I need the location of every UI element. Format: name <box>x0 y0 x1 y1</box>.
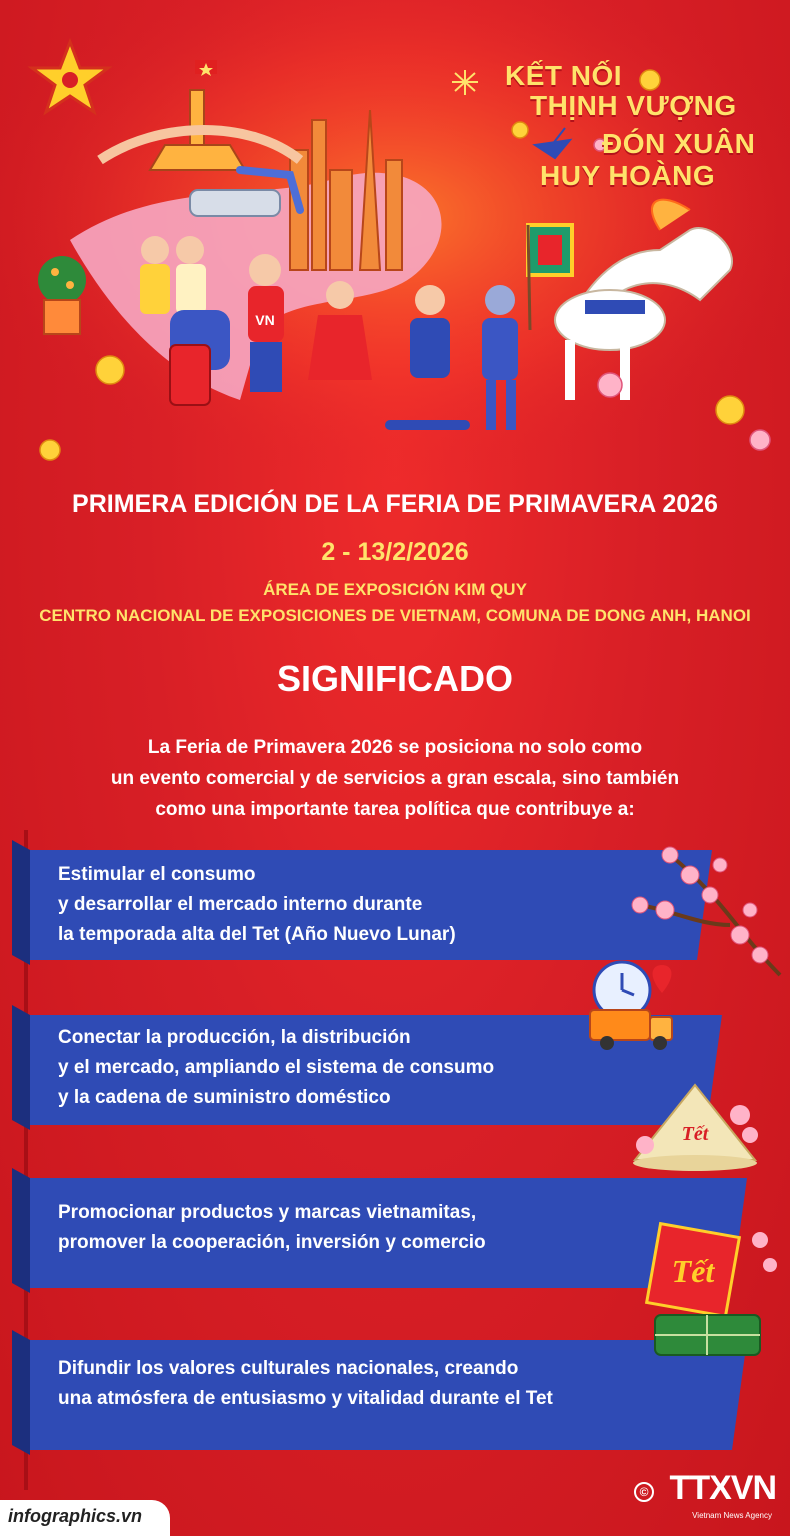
vn-shirt-badge: VN <box>255 312 275 328</box>
item-4-line-1: Difundir los valores culturales nacionales, creando <box>58 1358 519 1379</box>
site-brand-text: infographics.vn <box>8 1506 143 1526</box>
item-1-line-1: Estimular el consumo <box>58 864 256 885</box>
agency-logo-subtitle: Vietnam News Agency <box>692 1511 772 1520</box>
hero-artwork <box>0 0 790 480</box>
slogan-line-2: THỊNH VƯỢNG <box>530 90 737 121</box>
intro-line-1: La Feria de Primavera 2026 se posiciona no solo como <box>147 737 643 758</box>
fireworks <box>452 70 478 95</box>
item-2-line-1: Conectar la producción, la distribución <box>58 1027 411 1048</box>
site-brand <box>0 1500 170 1536</box>
item-3-line-1: Promocionar productos y marcas vietnamitas, <box>58 1202 477 1223</box>
item-1-line-2: y desarrollar el mercado interno durante <box>58 894 423 915</box>
delivery-truck-icon <box>582 955 692 1055</box>
event-venue-address: CENTRO NACIONAL DE EXPOSICIONES DE VIETNAM, COMUNA DE DONG ANH, HANOI <box>39 606 751 625</box>
item-2-line-2: y el mercado, ampliando el sistema de consumo <box>58 1057 495 1078</box>
item-3-line-2: promover la cooperación, inversión y comercio <box>58 1232 486 1253</box>
item-2-line-3: y la cadena de suministro doméstico <box>58 1087 391 1108</box>
copyright-icon: © <box>634 1482 654 1502</box>
slogan-line-1: KẾT NỐI <box>505 60 623 91</box>
event-date: 2 - 13/2/2026 <box>321 538 469 566</box>
kumquat-pot <box>38 256 86 334</box>
item-1-line-3: la temporada alta del Tet (Año Nuevo Lunar) <box>58 924 456 945</box>
intro-line-3: como una importante tarea política que contribuye a: <box>155 799 635 820</box>
slogan-line-4: HUY HOÀNG <box>540 160 716 191</box>
item-4-line-2: una atmósfera de entusiasmo y vitalidad durante el Tet <box>58 1388 553 1409</box>
event-title: PRIMERA EDICIÓN DE LA FERIA DE PRIMAVERA 2026 <box>72 490 718 518</box>
tet-label-big: Tết <box>671 1253 715 1289</box>
agency-logo-text: TTXVN <box>669 1469 776 1507</box>
event-venue-area: ÁREA DE EXPOSICIÓN KIM QUY <box>263 580 527 599</box>
conical-hat-tet-icon <box>625 1075 765 1175</box>
tet-sign-banh-chung-icon <box>635 1220 785 1370</box>
slogan-line-3: ĐÓN XUÂN <box>602 128 756 159</box>
hero-illustration <box>0 0 790 480</box>
section-heading: SIGNIFICADO <box>276 658 513 699</box>
tet-label-small: Tết <box>681 1123 709 1145</box>
section-intro <box>0 732 790 825</box>
intro-line-2: un evento comercial y de servicios a gran escala, sino también <box>110 768 680 789</box>
